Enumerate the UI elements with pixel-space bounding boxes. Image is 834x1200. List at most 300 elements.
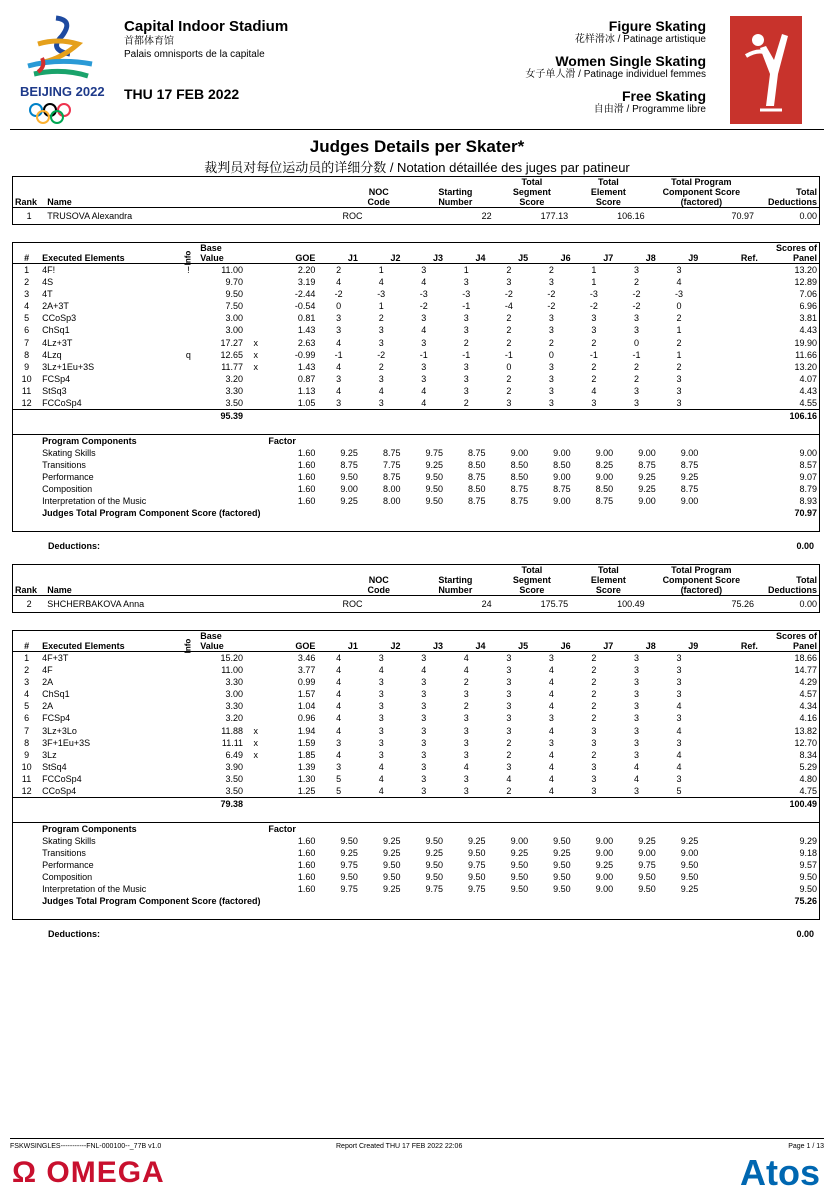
element-bonus-mark (245, 700, 266, 712)
element-code: FCSp4 (42, 373, 71, 384)
element-goe: 2.20 (297, 265, 316, 275)
judge-score: 2 (591, 665, 597, 676)
component-panel-score: 9.07 (799, 472, 817, 482)
judge-score: 3 (421, 725, 427, 736)
element-panel-score: 12.70 (794, 737, 817, 748)
judge-score: 3 (591, 773, 597, 784)
element-code: 4F! (42, 265, 56, 275)
element-bonus-mark (245, 773, 266, 785)
element-panel-score: 4.75 (799, 786, 817, 797)
element-info (178, 337, 198, 349)
element-panel-score: 4.34 (799, 701, 817, 712)
col-judge-2: J2 (390, 253, 401, 263)
judge-component-score: 9.50 (340, 835, 358, 846)
judge-score: 4 (676, 725, 682, 736)
element-goe: 1.30 (297, 773, 316, 784)
judge-score: 3 (548, 385, 554, 396)
element-base-value: 7.50 (225, 301, 244, 312)
component-row (13, 847, 820, 859)
element-goe: 1.85 (297, 749, 316, 760)
judge-score: 3 (378, 325, 384, 336)
judge-score: 3 (548, 713, 554, 724)
col-judge-1: J1 (347, 253, 358, 263)
judge-component-score: 8.75 (468, 447, 486, 458)
col-name: Name (47, 585, 72, 595)
skater-tss: 177.13 (540, 211, 569, 221)
col-judge-3: J3 (433, 641, 444, 651)
judge-component-score: 9.75 (638, 860, 656, 870)
element-number: 5 (24, 313, 30, 324)
judge-score: 3 (506, 725, 512, 736)
element-number: 3 (24, 289, 30, 300)
judge-score: 3 (548, 361, 554, 372)
judge-score: 4 (378, 773, 384, 784)
judge-score: 4 (633, 773, 639, 784)
element-bonus-mark (245, 688, 266, 700)
element-panel-score: 5.29 (799, 761, 817, 772)
element-base-value: 3.00 (225, 689, 244, 700)
element-info (178, 700, 198, 712)
judge-component-score: 9.50 (510, 884, 529, 895)
judge-score: 2 (506, 265, 512, 275)
col-judge-6: J6 (560, 641, 571, 651)
element-code: 2A+3T (42, 301, 69, 312)
element-panel-score: 4.43 (799, 385, 817, 396)
col-pcs: Total Program Component Score (factored) (662, 177, 741, 207)
component-factor: 1.60 (297, 835, 316, 846)
judge-score: 1 (591, 277, 597, 288)
element-number: 4 (24, 689, 30, 700)
component-name: Skating Skills (42, 447, 96, 458)
svg-text:BEIJING 2022: BEIJING 2022 (20, 84, 105, 99)
judge-score: 3 (633, 653, 639, 663)
judge-score: 3 (378, 737, 384, 748)
element-number: 7 (24, 725, 30, 736)
judge-score: 3 (421, 713, 427, 724)
judge-score: -1 (632, 349, 641, 360)
judge-score: 4 (336, 677, 342, 688)
judge-score: 4 (548, 786, 554, 797)
component-panel-score: 8.57 (799, 459, 817, 470)
judge-score: 5 (336, 786, 342, 797)
element-info (178, 773, 198, 785)
element-goe: 0.81 (297, 313, 316, 324)
judge-score: -2 (334, 289, 343, 300)
element-number: 1 (24, 265, 30, 275)
judge-score: 3 (676, 737, 682, 748)
judge-component-score: 9.50 (468, 847, 486, 858)
judge-component-score: 9.50 (510, 860, 529, 870)
element-base-value: 6.49 (225, 749, 244, 760)
judge-score: 3 (591, 786, 597, 797)
judge-score: 4 (336, 665, 342, 676)
judge-score: -2 (504, 289, 513, 300)
judge-score: -3 (675, 289, 684, 300)
judge-score: 3 (421, 749, 427, 760)
col-judge-6: J6 (560, 253, 571, 263)
judge-component-score: 8.50 (468, 459, 486, 470)
element-code: 3Lz (42, 749, 57, 760)
judge-score: 3 (633, 313, 639, 324)
element-number: 12 (21, 398, 32, 409)
col-ded: Total Deductions (767, 187, 817, 207)
judge-component-score: 8.50 (553, 459, 571, 470)
element-panel-score: 4.55 (799, 398, 817, 409)
event-name: Women Single Skating (555, 53, 706, 69)
pcs-total-value: 75.26 (794, 896, 817, 907)
element-goe: 1.39 (297, 761, 316, 772)
element-panel-score: 7.06 (799, 289, 817, 300)
factor-label: Factor (268, 823, 296, 834)
skater-rank: 1 (26, 211, 32, 221)
judge-score: 2 (591, 337, 597, 348)
element-code: StSq4 (42, 761, 67, 772)
judge-score: 2 (506, 313, 512, 324)
judge-score: 4 (336, 653, 342, 663)
element-bonus-mark (245, 385, 266, 397)
judge-component-score: 9.25 (510, 847, 529, 858)
element-code: 2A (42, 701, 54, 712)
judge-score: 4 (336, 725, 342, 736)
element-row (13, 773, 820, 785)
element-code: 4F (42, 665, 53, 676)
judge-score: 3 (378, 749, 384, 760)
report-subtitle: 裁判员对每位运动员的详细分数 / Notation détaillée des juges par patineur (204, 160, 630, 175)
element-base-value: 3.20 (225, 713, 244, 724)
judge-score: 3 (633, 786, 639, 797)
judge-score: 3 (463, 725, 469, 736)
judge-component-score: 9.25 (595, 860, 614, 870)
judge-component-score: 9.50 (638, 872, 656, 883)
judge-score: 2 (506, 749, 512, 760)
component-row (13, 471, 820, 483)
omega-logo: Ω OMEGA (12, 1156, 165, 1189)
judge-component-score: 9.00 (595, 472, 614, 482)
skater-noc: ROC (342, 599, 363, 609)
judge-score: 4 (378, 761, 384, 772)
element-number: 7 (24, 337, 30, 348)
element-code: 4S (42, 277, 54, 288)
skater-start: 22 (481, 211, 492, 221)
judge-component-score: 9.75 (468, 884, 486, 895)
judge-score: 3 (591, 325, 597, 336)
component-panel-score: 8.79 (799, 484, 817, 495)
element-info: ! (187, 265, 190, 275)
judge-score: 3 (591, 398, 597, 409)
judge-score: 3 (591, 313, 597, 324)
judge-score: 2 (591, 653, 597, 663)
judge-score: 3 (548, 277, 554, 288)
judge-score: 4 (421, 398, 427, 409)
element-row (13, 312, 820, 324)
judge-score: 3 (378, 337, 384, 348)
judge-score: -2 (547, 301, 556, 312)
col-noc: NOC Code (367, 187, 391, 207)
judge-component-score: 8.75 (510, 496, 529, 507)
judge-component-score: 8.50 (595, 484, 614, 495)
judge-score: 3 (633, 665, 639, 676)
judge-score: 3 (336, 313, 342, 324)
judge-score: 3 (506, 761, 512, 772)
element-row (13, 397, 820, 410)
judge-score: 4 (548, 677, 554, 688)
judge-score: 3 (548, 737, 554, 748)
judge-component-score: 9.00 (510, 447, 529, 458)
judge-component-score: 9.75 (468, 860, 486, 870)
judge-score: -2 (377, 349, 386, 360)
judge-component-score: 9.00 (595, 872, 614, 883)
col-ref: Ref. (740, 253, 758, 263)
judge-score: 4 (548, 749, 554, 760)
judge-component-score: 9.50 (340, 872, 358, 883)
judge-component-score: 9.00 (595, 835, 614, 846)
venue-name-fr: Palais omnisports de la capitale (124, 49, 265, 60)
judge-score: 4 (336, 277, 342, 288)
judge-score: 2 (506, 786, 512, 797)
skater-pcs: 75.26 (731, 599, 754, 609)
judge-score: 4 (378, 665, 384, 676)
element-row (13, 324, 820, 336)
judge-score: 3 (633, 701, 639, 712)
judge-score: 3 (463, 713, 469, 724)
element-code: FCCoSp4 (42, 773, 82, 784)
element-code: 4Lzq (42, 349, 62, 360)
segment-name-sub: 自由滑 / Programme libre (593, 104, 706, 115)
judge-component-score: 9.75 (340, 860, 358, 870)
element-panel-score: 13.20 (794, 265, 817, 275)
element-code: CCoSp4 (42, 786, 77, 797)
element-bonus-mark (245, 761, 266, 773)
col-tes: Total Element Score (590, 565, 626, 595)
element-info (178, 276, 198, 288)
element-base-value: 11.11 (221, 737, 244, 748)
element-number: 8 (24, 349, 30, 360)
component-factor: 1.60 (297, 860, 316, 870)
judge-component-score: 9.00 (553, 496, 571, 507)
element-bonus-mark (245, 397, 266, 410)
judge-score: -1 (462, 301, 471, 312)
element-row (13, 712, 820, 724)
judge-score: 3 (463, 773, 469, 784)
venue-name-zh: 首都体育馆 (124, 36, 174, 47)
element-number: 12 (21, 786, 32, 797)
col-judge-4: J4 (475, 641, 486, 651)
judge-score: 4 (336, 713, 342, 724)
judge-score: -3 (462, 289, 471, 300)
element-row (13, 688, 820, 700)
skater-tes: 106.16 (617, 211, 645, 221)
element-row (13, 749, 820, 761)
element-goe: 0.99 (297, 677, 316, 688)
judge-score: 3 (463, 385, 469, 396)
judge-score: -1 (462, 349, 471, 360)
element-goe: 1.43 (297, 361, 316, 372)
pcs-total-label: Judges Total Program Component Score (factored) (42, 508, 261, 519)
element-bonus-mark: x (253, 337, 258, 348)
judge-score: 4 (591, 385, 597, 396)
judge-score: 3 (633, 677, 639, 688)
judge-component-score: 9.00 (680, 496, 699, 507)
judge-score: 3 (633, 737, 639, 748)
element-score-total: 100.49 (789, 799, 817, 810)
element-info (178, 288, 198, 300)
judge-score: 3 (421, 677, 427, 688)
element-panel-score: 13.20 (794, 361, 817, 372)
judge-component-score: 7.75 (382, 459, 401, 470)
element-bonus-mark: x (253, 349, 258, 360)
element-row (13, 337, 820, 349)
judge-score: 4 (676, 761, 682, 772)
element-info (178, 676, 198, 688)
element-bonus-mark (245, 264, 266, 277)
program-components-label: Program Components (42, 435, 137, 446)
judge-score: 3 (506, 701, 512, 712)
judge-score: 2 (591, 361, 597, 372)
judge-component-score: 9.00 (595, 847, 614, 858)
report-header (0, 0, 834, 130)
judge-component-score: 9.75 (340, 884, 358, 895)
element-base-value: 3.30 (225, 385, 244, 396)
judge-score: 4 (421, 665, 427, 676)
col-info: Info (183, 638, 193, 654)
element-number: 3 (24, 677, 30, 688)
component-row (13, 483, 820, 495)
judge-component-score: 9.25 (382, 835, 401, 846)
element-goe: 1.43 (297, 325, 316, 336)
judge-score: 3 (336, 325, 342, 336)
judge-score: 3 (506, 713, 512, 724)
judge-component-score: 9.50 (340, 472, 358, 482)
skater-summary-table (12, 564, 820, 613)
element-panel-score: 4.16 (799, 713, 817, 724)
element-base-value: 11.00 (221, 665, 244, 676)
col-name: Name (47, 197, 72, 207)
element-base-value: 3.00 (225, 325, 244, 336)
judge-score: -2 (547, 289, 556, 300)
judge-score: 3 (421, 761, 427, 772)
judge-score: 3 (633, 725, 639, 736)
element-number: 6 (24, 713, 30, 724)
judge-score: 3 (378, 725, 384, 736)
element-number: 10 (21, 761, 32, 772)
judge-component-score: 9.00 (680, 447, 699, 458)
judge-component-score: 9.50 (638, 884, 656, 895)
col-judge-5: J5 (518, 253, 529, 263)
col-noc: NOC Code (367, 575, 391, 595)
element-code: 2A (42, 677, 54, 688)
element-number: 5 (24, 701, 30, 712)
judge-score: 3 (463, 786, 469, 797)
col-judge-2: J2 (390, 641, 401, 651)
judge-score: 3 (421, 689, 427, 700)
judge-score: 3 (676, 398, 682, 409)
judge-score: 3 (378, 713, 384, 724)
judge-score: 3 (378, 689, 384, 700)
col-ref: Ref. (740, 641, 758, 651)
judge-component-score: 9.25 (680, 472, 699, 482)
component-name: Performance (42, 472, 94, 482)
element-base-value: 11.00 (221, 265, 244, 275)
element-number: 9 (24, 749, 30, 760)
judge-component-score: 9.00 (553, 447, 571, 458)
element-info (178, 300, 198, 312)
element-row (13, 652, 820, 665)
judge-component-score: 9.50 (382, 872, 401, 883)
skater-tss: 175.75 (540, 599, 569, 609)
component-name: Skating Skills (42, 835, 96, 846)
col-element: Executed Elements (42, 641, 125, 651)
component-panel-score: 9.18 (799, 847, 817, 858)
judge-component-score: 9.00 (638, 847, 656, 858)
judge-component-score: 9.50 (425, 484, 444, 495)
skater-start: 24 (481, 599, 492, 609)
judge-component-score: 9.25 (382, 884, 401, 895)
judge-score: 2 (591, 701, 597, 712)
judge-component-score: 8.75 (382, 447, 401, 458)
element-base-value: 15.20 (220, 653, 244, 663)
element-bonus-mark (245, 300, 266, 312)
judge-component-score: 9.25 (680, 884, 699, 895)
judge-score: 3 (676, 665, 682, 676)
judge-score: 3 (633, 325, 639, 336)
col-judge-7: J7 (603, 253, 614, 263)
col-judge-8: J8 (645, 641, 656, 651)
judge-component-score: 9.00 (595, 884, 614, 895)
col-num: # (24, 253, 30, 263)
component-name: Composition (42, 484, 93, 495)
deductions-label: Deductions: (48, 929, 101, 939)
col-start: Starting Number (438, 187, 473, 207)
judge-score: 5 (336, 773, 342, 784)
judge-score: 3 (633, 689, 639, 700)
element-panel-score: 11.66 (795, 349, 817, 360)
judge-component-score: 8.75 (680, 484, 699, 495)
component-factor: 1.60 (297, 884, 316, 895)
element-panel-score: 14.77 (794, 665, 817, 676)
judge-component-score: 9.25 (638, 835, 656, 846)
event-date: THU 17 FEB 2022 (124, 86, 240, 102)
element-base-value: 3.50 (225, 398, 244, 409)
judge-component-score: 8.50 (510, 459, 529, 470)
judge-score: 4 (548, 725, 554, 736)
segment-name: Free Skating (621, 88, 706, 104)
element-info (178, 761, 198, 773)
judge-component-score: 9.50 (425, 472, 444, 482)
judge-component-score: 9.50 (468, 872, 486, 883)
judge-score: 3 (506, 277, 512, 288)
judge-component-score: 8.00 (382, 496, 401, 507)
component-panel-score: 9.29 (799, 835, 817, 846)
judge-score: 3 (336, 373, 342, 384)
element-bonus-mark (245, 785, 266, 798)
col-judge-9: J9 (688, 641, 699, 651)
judge-component-score: 8.25 (595, 459, 614, 470)
judge-score: 2 (506, 337, 512, 348)
judge-component-score: 8.75 (638, 459, 656, 470)
judge-score: 4 (463, 665, 469, 676)
component-name: Interpretation of the Music (42, 884, 147, 895)
judge-score: 2 (506, 325, 512, 336)
element-code: 3Lz+3Lo (42, 725, 77, 736)
col-start: Starting Number (438, 575, 473, 595)
judge-component-score: 9.50 (680, 872, 699, 883)
element-goe: -2.44 (294, 289, 316, 300)
skater-ded: 0.00 (799, 599, 817, 609)
judge-component-score: 9.25 (340, 496, 358, 507)
program-components-label: Program Components (42, 823, 137, 834)
judge-component-score: 9.50 (425, 496, 444, 507)
judge-score: 4 (378, 277, 384, 288)
